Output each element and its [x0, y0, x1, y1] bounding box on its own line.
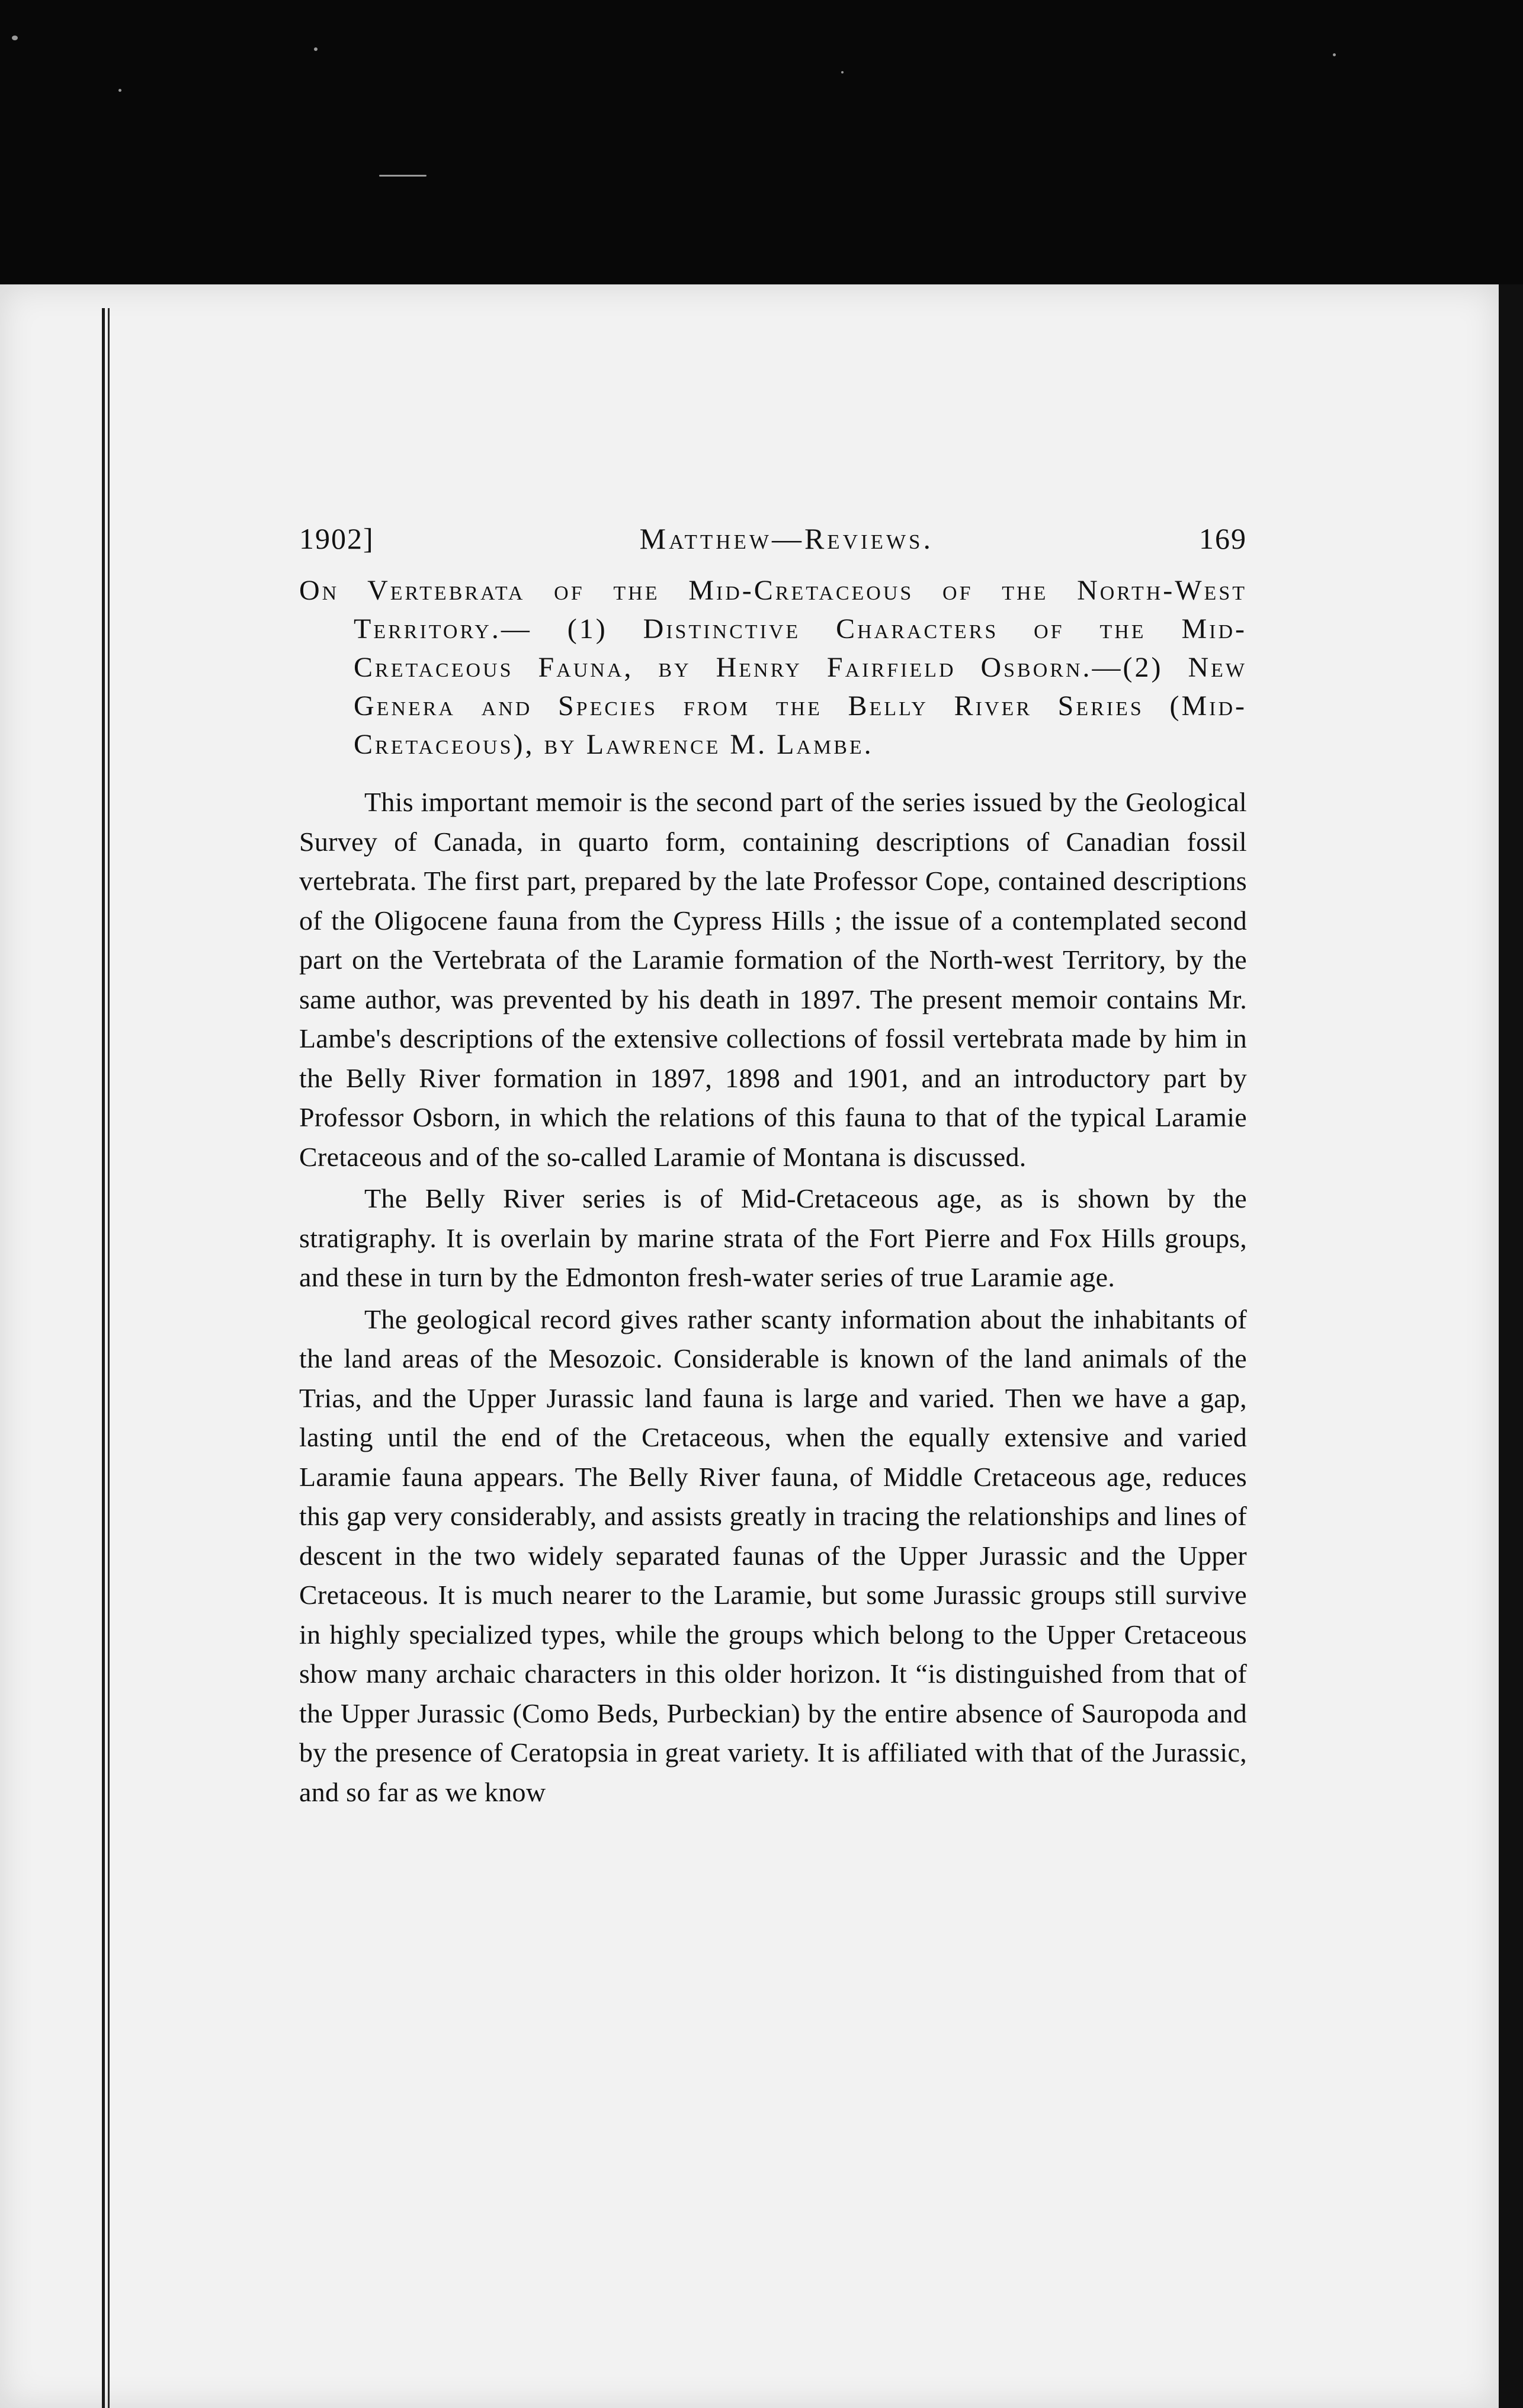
- body-paragraph: This important memoir is the second part of the series issued by the Geological Survey of Canada, in quarto form, containing descriptions of Canadian fossil vertebrata. The first part, prepared by the late Professor Cope, contained descriptions of the Oligocene fauna from the Cypress Hills ; the issue of a contemplated second part on the Vertebrata of the Laramie formation of the North-west Territory, by the same author, was prevented by his death in 1897. The present memoir contains Mr. Lambe's descriptions of the extensive collections of fossil vertebrata made by him in the Belly River formation in 1897, 1898 and 1901, and an introductory part by Professor Osborn, in which the relations of this fauna to that of the typical Laramie Cretaceous and of the so-called Laramie of Montana is discussed.: [299, 787, 1247, 1172]
- body-paragraph: The geological record gives rather scanty information about the inhabitants of the land areas of the Mesozoic. Considerable is known of the land animals of the Trias, and the Upper Jurassic land fauna is large and varied. Then we have a gap, lasting until the end of the Cretaceous, when the equally extensive and varied Laramie fauna appears. The Belly River fauna, of Middle Cretaceous age, reduces this gap very considerably, and assists greatly in tracing the relationships and lines of descent in the two widely separated faunas of the Upper Jurassic and the Upper Cretaceous. It is much nearer to the Laramie, but some Jurassic groups still survive in highly specialized types, while the groups which belong to the Upper Cretaceous show many archaic characters in this older horizon. It “is distinguished from that of the Upper Jurassic (Como Beds, Purbeckian) by the entire absence of Sauropoda and by the presence of Ceratopsia in great variety. It is affiliated with that of the Jurassic, and so far as we know: [299, 1304, 1247, 1807]
- dust-speck: [379, 175, 427, 177]
- running-head: [299, 521, 1247, 556]
- dark-background-top: [0, 0, 1523, 284]
- article-title: On Vertebrata of the Mid-Cretaceous of the North-West Territory.— (1) Distinctive Characters of the Mid-Cretaceous Fauna, by Henry Fairfield Osborn.—(2) New Genera and Species from the Belly River Series (Mid-Cretaceous), by Lawrence M. Lambe.: [299, 575, 1247, 760]
- dust-speck: [1333, 53, 1336, 56]
- dust-speck: [314, 47, 318, 51]
- page-number: 169: [1199, 522, 1247, 555]
- dust-speck: [12, 36, 18, 40]
- page-content: [299, 521, 1247, 1814]
- running-head-title: Matthew—Reviews.: [639, 522, 934, 555]
- binding-line: [102, 308, 105, 2408]
- body-paragraph: The Belly River series is of Mid-Cretaceous age, as is shown by the stratigraphy. It is overlain by marine strata of the Fort Pierre and Fox Hills groups, and these in turn by the Edmonton fresh-water series of true Laramie age.: [299, 1183, 1247, 1292]
- page-edge-shadow: [1499, 284, 1523, 2408]
- dust-speck: [118, 89, 121, 92]
- binding-line: [108, 308, 110, 2408]
- dust-speck: [841, 71, 844, 73]
- running-head-year: 1902]: [299, 522, 374, 555]
